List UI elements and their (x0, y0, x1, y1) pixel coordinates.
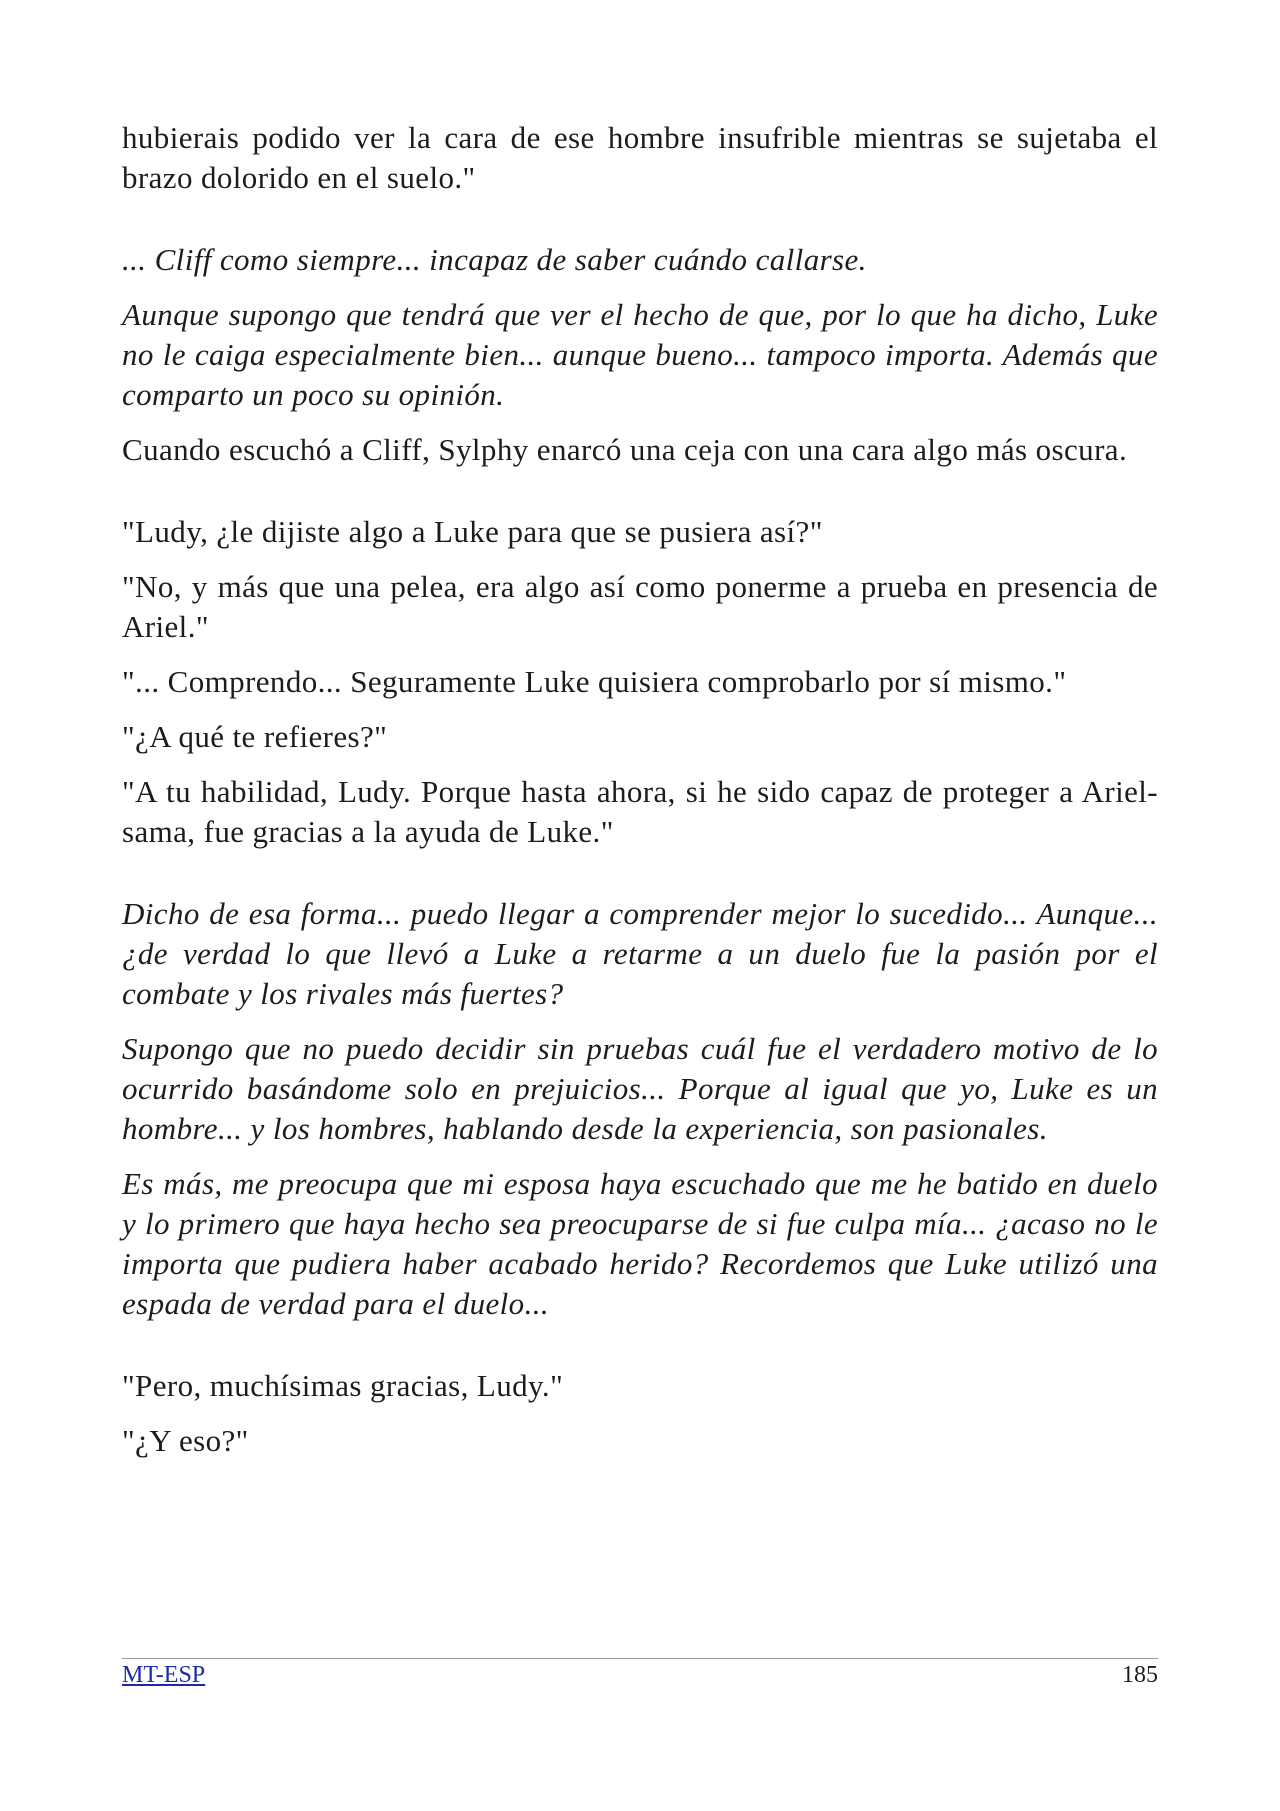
paragraph-thought: Es más, me preocupa que mi esposa haya escuchado que me he batido en duelo y lo primero que haya hecho sea preocuparse de si fue culpa mía... ¿acaso no le importa que pudiera haber acabado herido? Recordemos que Luke utilizó una espada de verdad para el duelo... (122, 1166, 1158, 1321)
paragraph-dialogue: "Pero, muchísimas gracias, Ludy." (122, 1368, 564, 1403)
paragraph-dialogue: "Ludy, ¿le dijiste algo a Luke para que se pusiera así?" (122, 514, 823, 549)
paragraph-thought: Aunque supongo que tendrá que ver el hecho de que, por lo que ha dicho, Luke no le caiga especialmente bien... aunque bueno... tampoco importa. Además que comparto un poco su opinión. (122, 297, 1158, 412)
paragraph: hubierais podido ver la cara de ese hombre insufrible mientras se sujetaba el brazo dolorido en el suelo." (122, 120, 1158, 195)
body-text (122, 118, 1158, 1461)
footer-link[interactable]: MT-ESP (122, 1662, 206, 1688)
page-number: 185 (1122, 1662, 1158, 1688)
paragraph-dialogue: "¿Y eso?" (122, 1423, 249, 1458)
paragraph-dialogue: "A tu habilidad, Ludy. Porque hasta ahora, si he sido capaz de proteger a Ariel-sama, fue gracias a la ayuda de Luke." (122, 774, 1158, 849)
paragraph-dialogue: "... Comprendo... Seguramente Luke quisiera comprobarlo por sí mismo." (122, 664, 1067, 699)
footer-divider (122, 1658, 1158, 1659)
paragraph-thought: ... Cliff como siempre... incapaz de saber cuándo callarse. (122, 242, 867, 277)
paragraph-thought: Supongo que no puedo decidir sin pruebas cuál fue el verdadero motivo de lo ocurrido basándome solo en prejuicios... Porque al igual que yo, Luke es un hombre... y los hombres, hablando desde la experiencia, son pasionales. (122, 1031, 1158, 1146)
paragraph-thought: Dicho de esa forma... puedo llegar a comprender mejor lo sucedido... Aunque... ¿de verdad lo que llevó a Luke a retarme a un duelo fue la pasión por el combate y los rivales más fuertes? (122, 896, 1158, 1011)
paragraph-dialogue: "No, y más que una pelea, era algo así como ponerme a prueba en presencia de Ariel." (122, 569, 1158, 644)
paragraph-dialogue: "¿A qué te refieres?" (122, 719, 388, 754)
paragraph: Cuando escuchó a Cliff, Sylphy enarcó una ceja con una cara algo más oscura. (122, 432, 1128, 467)
